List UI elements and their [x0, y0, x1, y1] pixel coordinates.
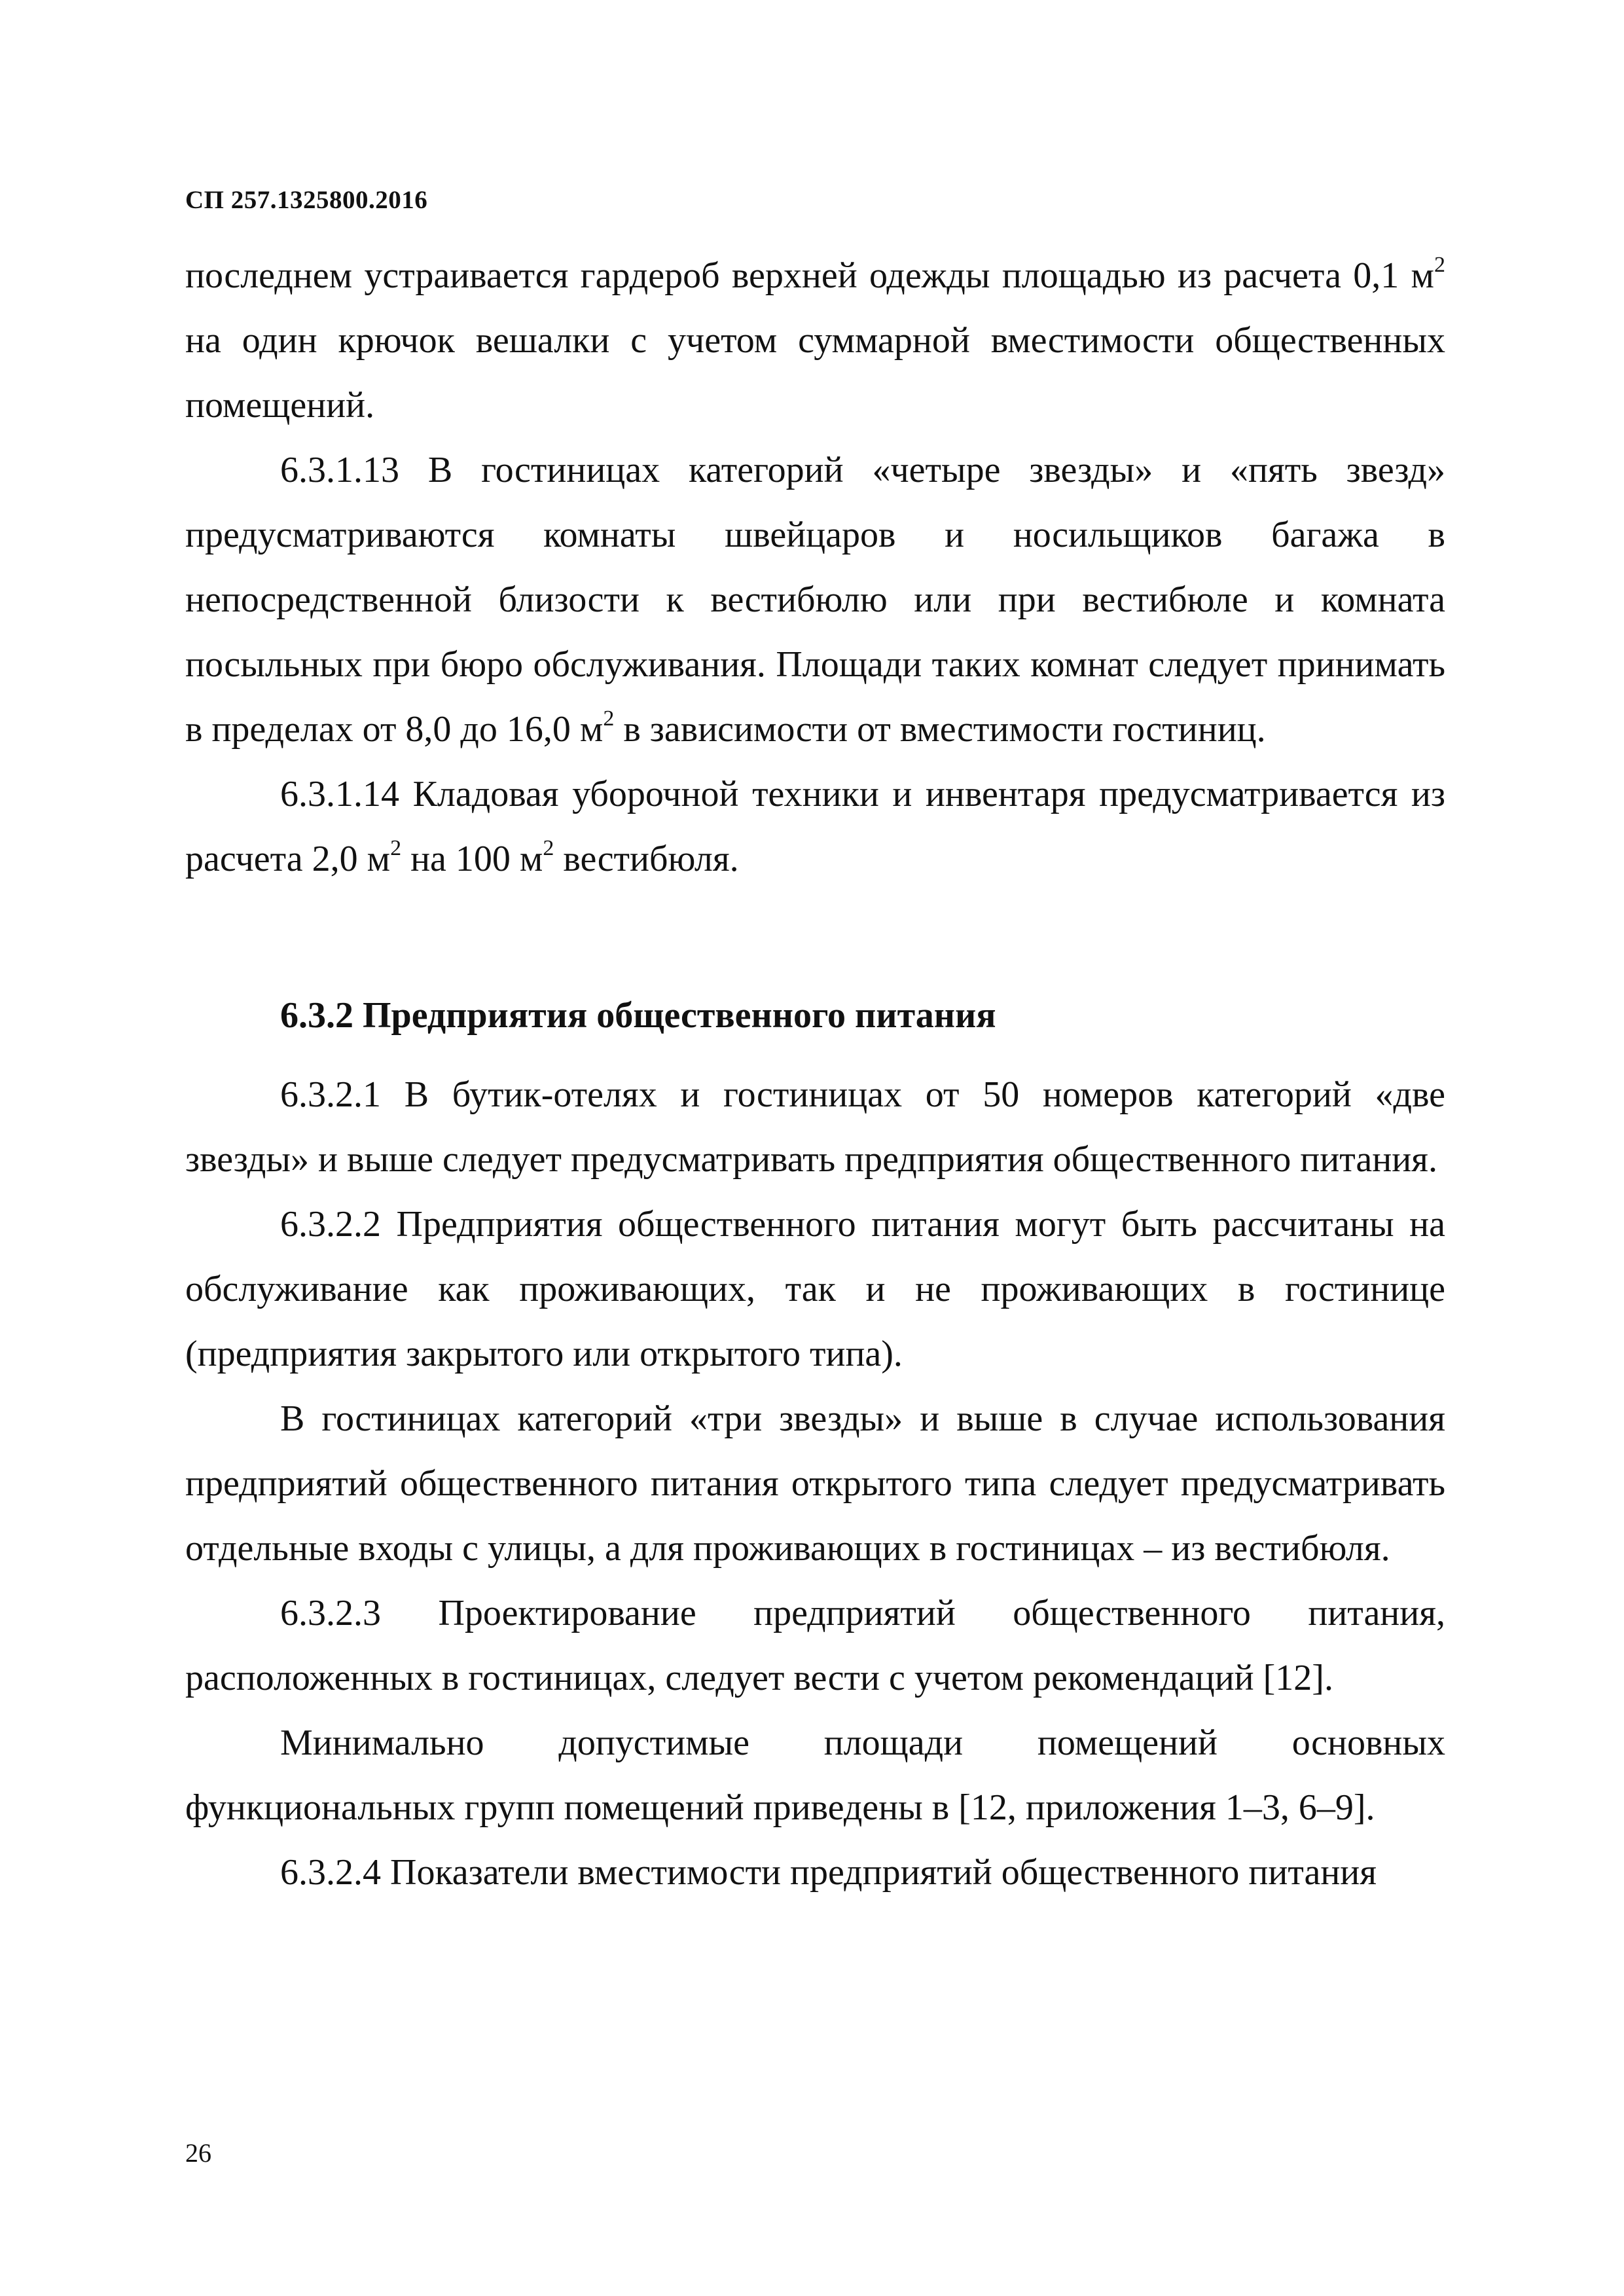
paragraph-6-3-2-1: 6.3.2.1 В бутик-отелях и гостиницах от 50 номеров категорий «две звезды» и выше следует предусматривать предприятия общественного питания. — [185, 1074, 1445, 1180]
paragraph-6-3-2-3: 6.3.2.3 Проектирование предприятий общественного питания, расположенных в гостиницах, следует вести с учетом рекомендаций [12]. — [185, 1593, 1445, 1698]
document-code-header: СП 257.1325800.2016 — [185, 186, 428, 214]
superscript: 2 — [543, 836, 554, 860]
section-heading-6-3-2: 6.3.2 Предприятия общественного питания — [280, 995, 996, 1036]
paragraph-6-3-2-4: 6.3.2.4 Показатели вместимости предприятий общественного питания — [280, 1852, 1377, 1893]
paragraph-open-type-entrances: В гостиницах категорий «три звезды» и выше в случае использования предприятий общественного питания открытого типа следует предусматривать отдельные входы с улицы, а для проживающих в гостиницах – из вестибюля. — [185, 1398, 1445, 1569]
superscript: 2 — [603, 706, 615, 731]
paragraph-6-3-1-14: 6.3.1.14 Кладовая уборочной техники и инвентаря предусматривается из расчета 2,0 $м^2$ на 100 $м^2$ вестибюля. — [185, 774, 1445, 879]
paragraph-continuation: последнем устраивается гардероб верхней одежды площадью из расчета 0,1 $м^2$ на один крючок вешалки с учетом суммарной вместимости общественных помещений. — [185, 253, 1445, 426]
body-text — [185, 244, 1445, 1905]
page-number: 26 — [185, 2138, 211, 2168]
superscript: 2 — [1434, 253, 1445, 277]
superscript: 2 — [390, 836, 402, 860]
paragraph-minimum-areas: Минимально допустимые площади помещений основных функциональных групп помещений приведены в [12, приложения 1–3, 6–9]. — [185, 1722, 1445, 1828]
paragraph-6-3-2-2: 6.3.2.2 Предприятия общественного питания могут быть рассчитаны на обслуживание как проживающих, так и не проживающих в гостинице (предприятия закрытого или открытого типа). — [185, 1204, 1445, 1374]
paragraph-6-3-1-13: 6.3.1.13 В гостиницах категорий «четыре звезды» и «пять звезд» предусматриваются комнаты швейцаров и носильщиков багажа в непосредственной близости к вестибюлю или при вестибюле и комната посыльных при бюро обслуживания. Площади таких комнат следует принимать в пределах от 8,0 до 16,0 $м^2$ в зависимости от вместимости гостиниц. — [185, 450, 1445, 750]
